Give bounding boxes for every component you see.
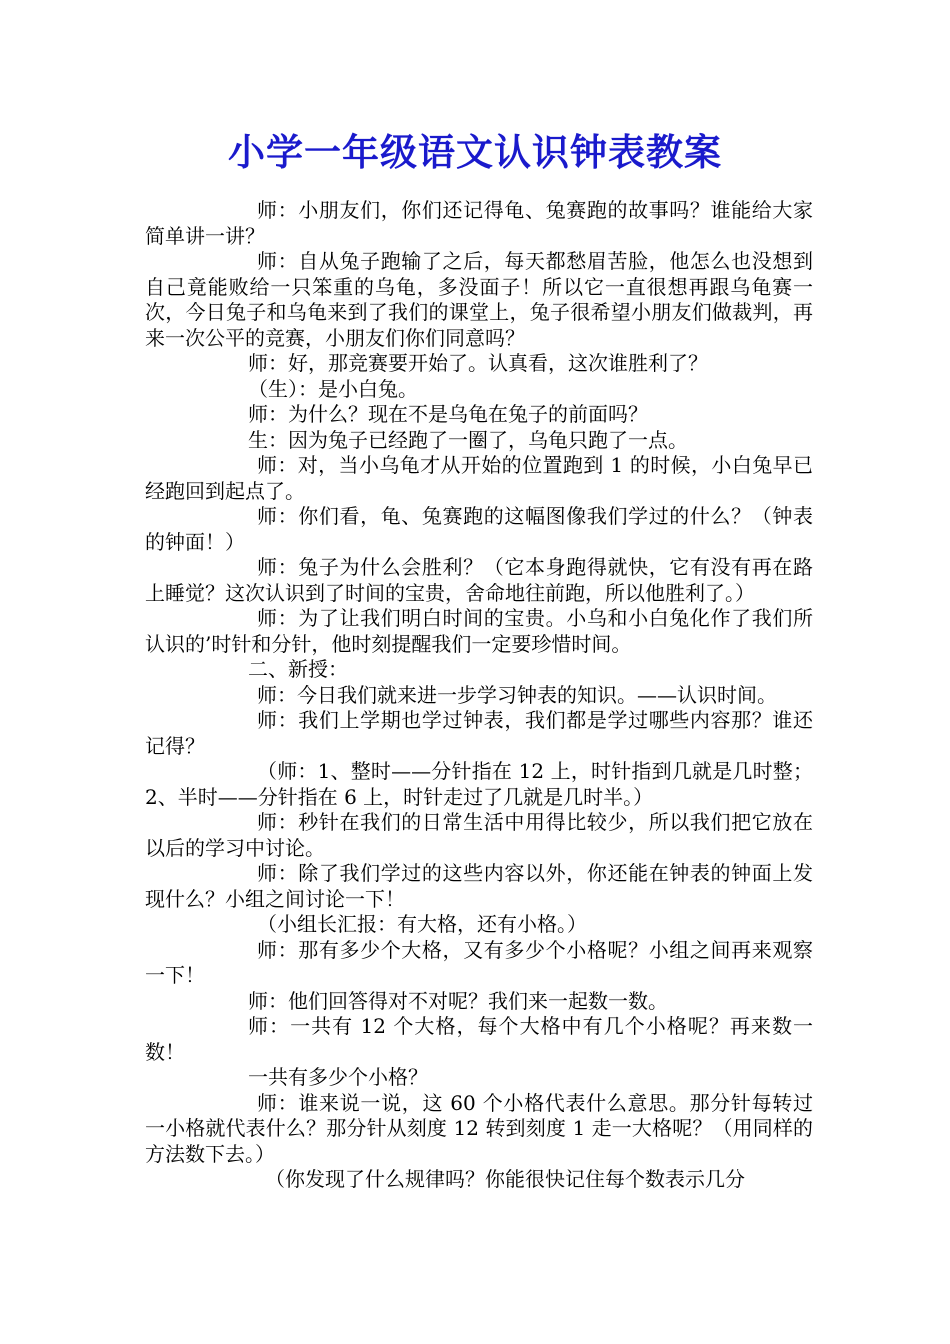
paragraph: （生）：是小白兔。	[248, 376, 418, 401]
paragraph: 师：自从兔子跑输了之后，每天都愁眉苦脸，他怎么也没想到自己竟能败给一只笨重的乌龟，多没面子！所以它一直很想再跟乌龟赛一次，今日兔子和乌龟来到了我们的课堂上，兔子很希望小朋友们做裁判，再来一次公平的竞赛，小朋友们你们同意吗？	[145, 249, 813, 350]
paragraph: 师：为什么？现在不是乌龟在兔子的前面吗？	[248, 402, 648, 426]
paragraph: （小组长汇报：有大格，还有小格。）	[257, 912, 587, 936]
paragraph: 二、新授：	[248, 657, 348, 681]
paragraph: 师：那有多少个大格，又有多少个小格呢？小组之间再来观察一下！	[145, 937, 813, 987]
paragraph: 师：兔子为什么会胜利？（它本身跑得就快，它有没有再在路上睡觉？这次认识到了时间的宝贵，舍命地往前跑，所以他胜利了。）	[145, 555, 813, 605]
paragraph: 师：他们回答得对不对呢？我们来一起数一数。	[248, 988, 668, 1013]
paragraph: 师：好，那竞赛要开始了。认真看，这次谁胜利了？	[248, 351, 708, 375]
paragraph: 师：除了我们学过的这些内容以外，你还能在钟表的钟面上发现什么？小组之间讨论一下！	[145, 861, 813, 911]
paragraph: 一共有多少个小格？	[248, 1065, 428, 1089]
paragraph: 师：秒针在我们的日常生活中用得比较少，所以我们把它放在以后的学习中讨论。	[145, 810, 813, 860]
paragraph: 师：今日我们就来进一步学习钟表的知识。——认识时间。	[257, 682, 777, 707]
paragraph: （你发现了什么规律吗？你能很快记住每个数表示几分	[265, 1167, 745, 1191]
paragraph: 生：因为兔子已经跑了一圈了，乌龟只跑了一点。	[248, 427, 688, 452]
paragraph: 师：我们上学期也学过钟表，我们都是学过哪些内容那？谁还记得？	[145, 708, 813, 758]
document-title: 小学一年级语文认识钟表教案	[228, 130, 722, 174]
paragraph: 师：你们看，龟、兔赛跑的这幅图像我们学过的什么？（钟表的钟面！）	[145, 504, 813, 554]
paragraph: 师：小朋友们，你们还记得龟、兔赛跑的故事吗？谁能给大家简单讲一讲？	[145, 198, 813, 248]
paragraph: （师：1、整时——分针指在 12 上，时针指到几就是几时整；2、半时——分针指在 6 上，时针走过了几就是几时半。）	[145, 759, 813, 809]
paragraph: 师：谁来说一说，这 60 个小格代表什么意思。那分针每转过一小格就代表什么？那分针从刻度 12 转到刻度 1 走一大格呢？（用同样的方法数下去。）	[145, 1090, 813, 1166]
paragraph: 师：一共有 12 个大格，每个大格中有几个小格呢？再来数一数！	[145, 1014, 813, 1064]
document-body	[145, 198, 813, 1193]
paragraph: 师：为了让我们明白时间的宝贵。小乌和小白兔化作了我们所认识的’时针和分针，他时刻提醒我们一定要珍惜时间。	[145, 606, 813, 656]
paragraph: 师：对，当小乌龟才从开始的位置跑到 1 的时候，小白兔早已经跑回到起点了。	[145, 453, 813, 503]
